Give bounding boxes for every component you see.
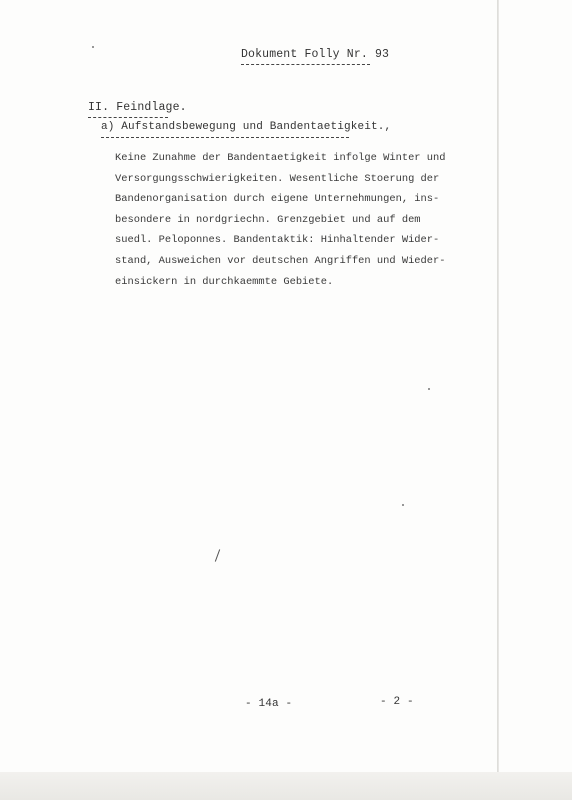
body-line: Bandenorganisation durch eigene Unternehmungen, ins- [115,193,440,206]
paper-speck [92,46,94,48]
section-heading: II. Feindlage. [88,101,187,114]
page-number-right: - 2 - [380,696,414,708]
body-line: stand, Ausweichen vor deutschen Angriffen und Wieder- [115,254,446,267]
body-line: Keine Zunahme der Bandentaetigkeit infolge Winter und [115,152,446,164]
stray-pen-mark [215,549,220,562]
sub-heading: a) Aufstandsbewegung und Bandentaetigkeit., [101,121,392,133]
body-line: suedl. Peloponnes. Bandentaktik: Hinhaltender Wider- [115,234,440,247]
sub-heading-underline [101,137,349,138]
paper-speck [402,504,404,506]
document-title: Dokument Folly Nr. 93 [241,48,390,61]
body-line: Versorgungsschwierigkeiten. Wesentliche Stoerung der [115,172,440,185]
body-line: einsickern in durchkaemmte Gebiete. [115,275,334,288]
title-underline [241,64,370,65]
page-bottom-shadow [0,772,572,800]
paper-speck [428,388,430,390]
body-paragraph [115,148,445,292]
page-edge-shadow [497,0,499,800]
body-line: besondere in nordgriechn. Grenzgebiet und auf dem [115,213,421,226]
section-heading-underline [88,117,168,118]
page-number-left: - 14a - [245,698,293,710]
